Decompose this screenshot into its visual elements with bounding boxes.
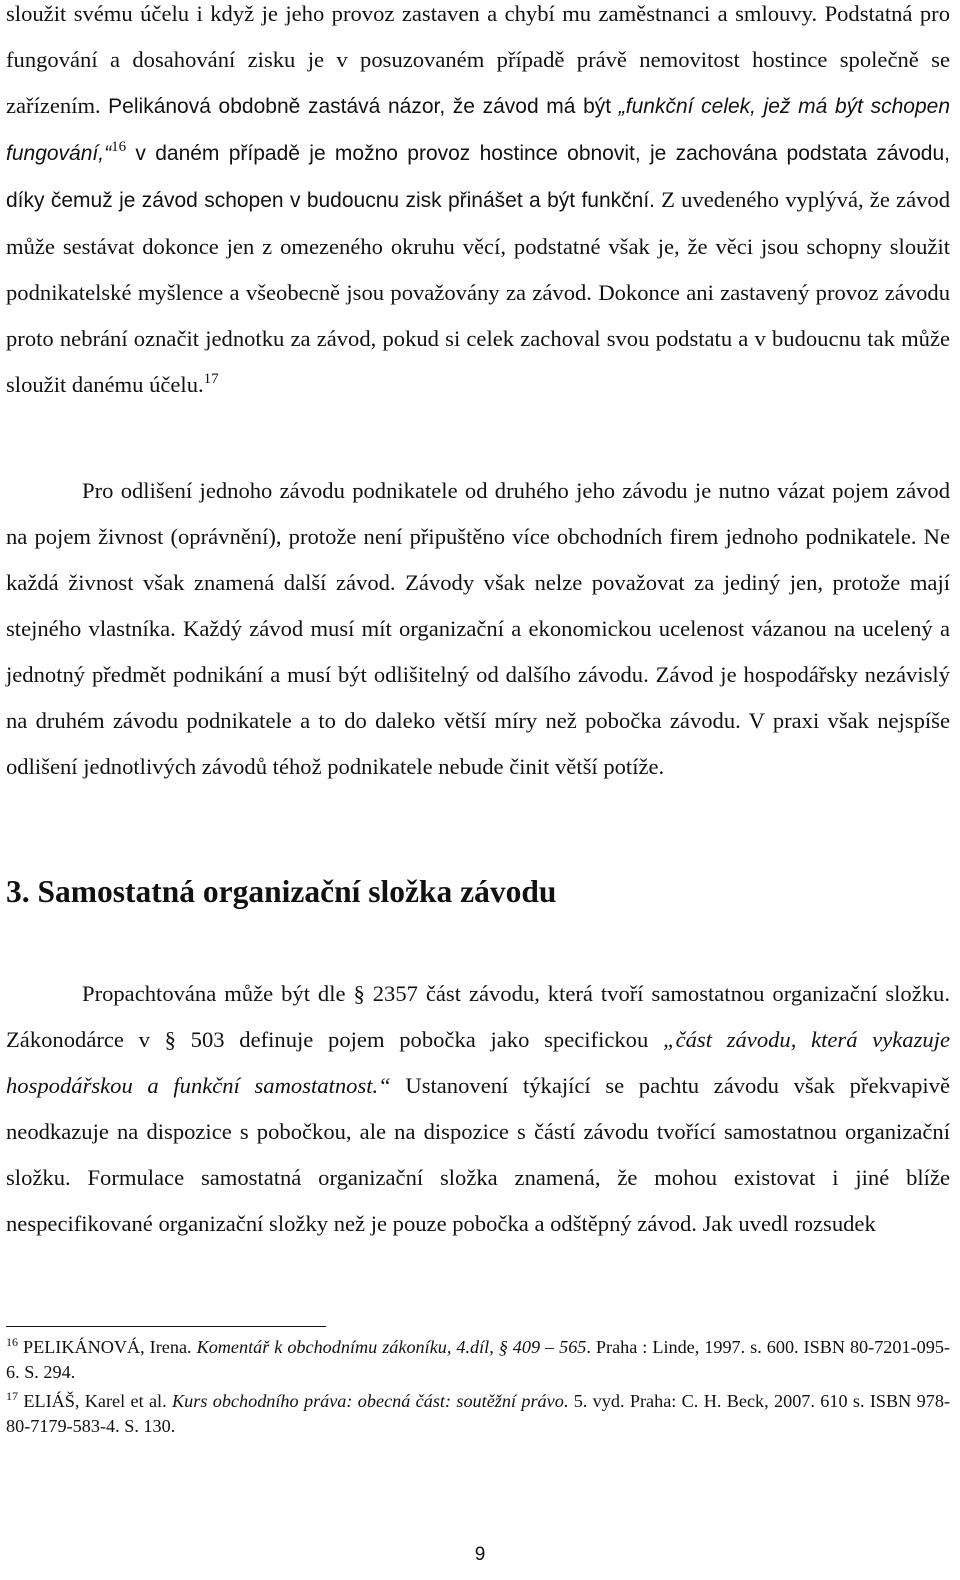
footnote-title: Komentář k obchodnímu zákoníku, 4.díl, § 409 – 565 bbox=[196, 1337, 587, 1357]
body-paragraph-2: Pro odlišení jednoho závodu podnikatele od druhého jeho závodu je nutno vázat pojem závod na pojem živnost (oprávnění), protože není připuštěno více obchodních firem jednoho podnikatele. Ne každá živnost však znamená další závod. Závody však nelze považovat za jediný jen, protože mají stejného vlastníka. Každý závod musí mít organizační a ekonomickou ucelenost vázanou na ucelený a jednotný předmět podnikání a musí být odlišitelný od dalšího závodu. Závod je hospodářsky nezávislý na druhém závodu podnikatele a to do daleko větší míry než pobočka závodu. V praxi však nejspíše odlišení jednotlivých závodů téhož podnikatele nebude činit větší potíže. bbox=[6, 478, 950, 779]
footnote-text: . 5. vyd. Praha: C. H. Beck, 2007. 610 s. ISBN 978-80-7179-583-4. S. 130. bbox=[6, 1391, 951, 1436]
footnote-ref-16[interactable]: 16 bbox=[111, 139, 127, 155]
footnote-separator bbox=[6, 1326, 326, 1327]
paragraph-1-text-d: v daném případě je možno provoz hostince obnovit, je zachována podstata závodu, díky čemuž je závod schopen v budoucnu zisk přinášet a být funkční. bbox=[6, 142, 950, 212]
page-number: 9 bbox=[474, 1544, 486, 1565]
italic-quote-2: část závodu, která vykazuje hospodářskou a funkční samostatnost. bbox=[6, 1027, 950, 1098]
footnote-title: Kurs obchodního práva: obecná část: soutěžní právo bbox=[172, 1391, 564, 1411]
footnote-number: 17 bbox=[6, 1389, 18, 1403]
quote-open: „ bbox=[663, 1027, 676, 1052]
section-heading: 3. Samostatná organizační složka závodu bbox=[6, 874, 557, 909]
footnotes bbox=[6, 1335, 950, 1439]
quote-open: „ bbox=[618, 95, 626, 118]
body-paragraph-3 bbox=[6, 971, 950, 1247]
italic-quote-1: funkční celek, jež má být schopen fungování, bbox=[6, 95, 951, 165]
paragraph-1-text-a: sloužit svému účelu i když je jeho provoz zastaven a chybí mu zaměstnanci a smlouvy. Podstatná pro fungování a dosahování zisku je v posuzovaném případě právě nemovitost hostince společně se zařízením. bbox=[6, 1, 950, 118]
footnote-text: ELIÁŠ, Karel et al. bbox=[18, 1391, 173, 1411]
paragraph-3-text-a: Propachtována může být dle § 2357 část závodu, která tvoří samostatnou organizační složku. Zákonodárce v § 503 definuje pojem pobočka jako specifickou bbox=[6, 981, 950, 1052]
body-paragraph-1 bbox=[6, 0, 950, 408]
footnote-text: PELIKÁNOVÁ, Irena. bbox=[18, 1337, 197, 1357]
paragraph-1-text-b: Pelikánová obdobně zastává názor, že závod má být bbox=[108, 95, 619, 118]
paragraph-3-text-c: Ustanovení týkající se pachtu závodu však překvapivě neodkazuje na dispozice s pobočkou, ale na dispozice s částí závodu tvořící samostatnou organizační složku. Formulace samostatná organizační složka znamená, že mohou existovat i jiné blíže nespecifikované organizační složky než je pouze pobočka a odštěpný závod. Jak uvedl rozsudek bbox=[6, 1073, 950, 1236]
footnote-text: . Praha : Linde, 1997. s. 600. ISBN 80-7201-095-6. S. 294. bbox=[6, 1337, 950, 1382]
footnote-number: 16 bbox=[6, 1335, 18, 1349]
footnote-16 bbox=[6, 1335, 950, 1385]
footnote-ref-17[interactable]: 17 bbox=[203, 371, 219, 387]
quote-close: “ bbox=[378, 1073, 391, 1098]
quote-close: “ bbox=[104, 142, 112, 165]
footnote-17 bbox=[6, 1389, 950, 1439]
paragraph-1-text-e: Z uvedeného vyplývá, že závod může sestávat dokonce jen z omezeného okruhu věcí, podstatné však je, že věci jsou schopny sloužit podnikatelské myšlence a všeobecně jsou považovány za závod. Dokonce ani zastavený provoz závodu proto nebrání označit jednotku za závod, pokud si celek zachoval svou podstatu a v budoucnu tak může sloužit danému účelu. bbox=[6, 187, 950, 397]
